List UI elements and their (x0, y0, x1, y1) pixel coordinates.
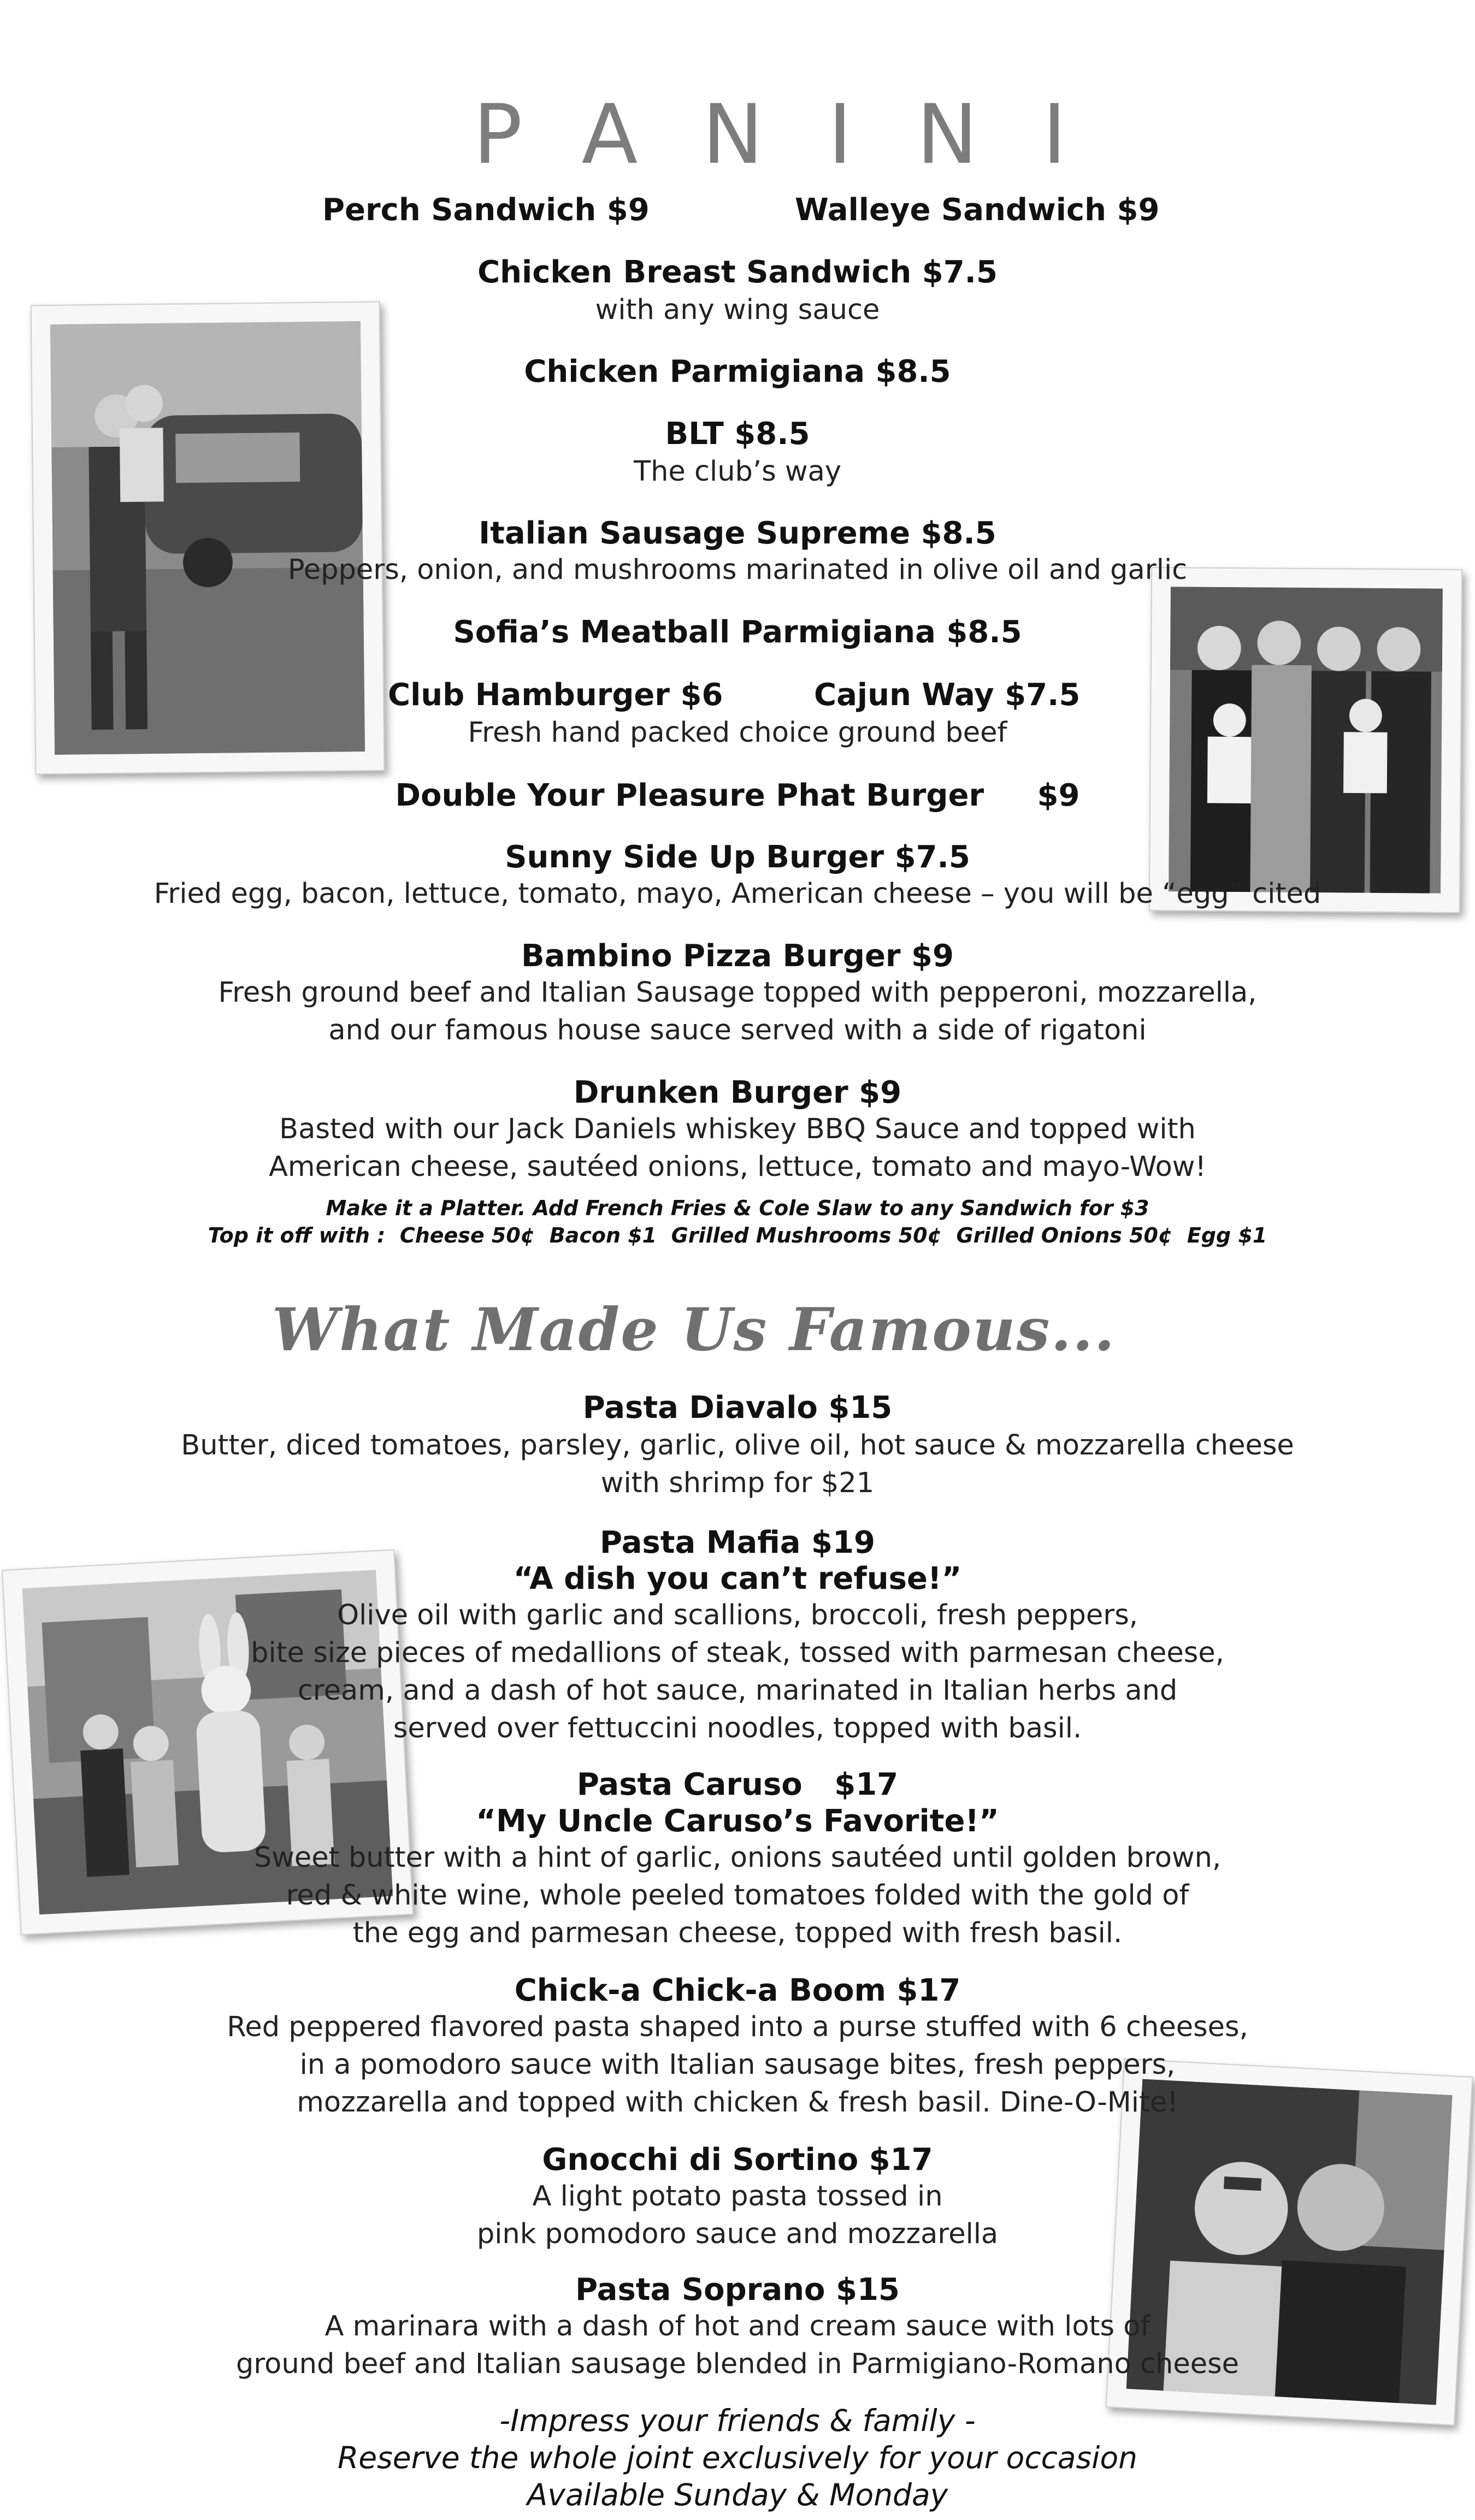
item-cajun-way: Cajun Way $7.5 (814, 677, 1081, 713)
item-mafia-desc-2: bite size pieces of medallions of steak, tossed with parmesan cheese, (251, 1637, 1224, 1669)
item-mafia-desc-4: served over fettuccini noodles, topped with basil. (393, 1712, 1082, 1744)
item-bambino-desc-1: Fresh ground beef and Italian Sausage topped with pepperoni, mozzarella, (218, 977, 1257, 1009)
section-title-panini: PANINI (473, 87, 1131, 182)
item-chicken-breast-title: Chicken Breast Sandwich $7.5 (477, 255, 998, 290)
platter-note: Make it a Platter. Add French Fries & Cole Slaw to any Sandwich for $3 (326, 1196, 1149, 1220)
footer-line-2: Reserve the whole joint exclusively for your occasion (338, 2440, 1137, 2475)
item-gnocchi-title: Gnocchi di Sortino $17 (542, 2142, 933, 2178)
item-gnocchi-desc-2: pink pomodoro sauce and mozzarella (476, 2218, 999, 2250)
footer-line-3: Available Sunday & Monday (527, 2477, 948, 2512)
item-diavalo-desc-1: Butter, diced tomatoes, parsley, garlic, olive oil, hot sauce & mozzarella cheese (181, 1429, 1294, 1462)
item-drunken-desc-1: Basted with our Jack Daniels whiskey BBQ Sauce and topped with (279, 1113, 1196, 1145)
item-drunken-title: Drunken Burger $9 (573, 1075, 902, 1110)
item-gnocchi-desc-1: A light potato pasta tossed in (532, 2180, 943, 2213)
item-mafia-desc-1: Olive oil with garlic and scallions, broccoli, fresh peppers, (337, 1599, 1138, 1631)
item-bambino-desc-2: and our famous house sauce served with a side of rigatoni (328, 1014, 1147, 1046)
item-soprano-desc-1: A marinara with a dash of hot and cream sauce with lots of (324, 2310, 1150, 2342)
item-caruso-tagline: “My Uncle Caruso’s Favorite!” (476, 1803, 999, 1839)
item-boom-title: Chick-a Chick-a Boom $17 (514, 1973, 961, 2008)
item-club-hamburger: Club Hamburger $6 (388, 677, 723, 713)
item-sunny-burger-title: Sunny Side Up Burger $7.5 (505, 839, 970, 875)
item-bambino-title: Bambino Pizza Burger $9 (521, 938, 954, 974)
item-diavalo-title: Pasta Diavalo $15 (582, 1390, 893, 1425)
item-boom-desc-1: Red peppered flavored pasta shaped into a purse stuffed with 6 cheeses, (227, 2011, 1248, 2043)
section-title-famous: What Made Us Famous... (272, 1296, 1116, 1364)
item-soprano-title: Pasta Soprano $15 (575, 2272, 900, 2308)
item-phat-burger-title: Double Your Pleasure Phat Burger $9 (395, 778, 1080, 813)
item-sunny-burger-desc: Fried egg, bacon, lettuce, tomato, mayo, American cheese – you will be “egg” cited (154, 878, 1321, 910)
item-hamburger-desc: Fresh hand packed choice ground beef (468, 717, 1007, 749)
item-caruso-desc-1: Sweet butter with a hint of garlic, onions sautéed until golden brown, (253, 1842, 1222, 1874)
toppings-note: Top it off with : Cheese 50¢ Bacon $1 Grilled Mushrooms 50¢ Grilled Onions 50¢ Egg $1 (208, 1223, 1267, 1247)
item-sausage-desc: Peppers, onion, and mushrooms marinated in olive oil and garlic (287, 554, 1188, 586)
item-mafia-title: Pasta Mafia $19 (600, 1525, 875, 1560)
item-caruso-title: Pasta Caruso $17 (576, 1767, 899, 1802)
item-drunken-desc-2: American cheese, sautéed onions, lettuce, tomato and mayo-Wow! (269, 1151, 1206, 1183)
item-perch-sandwich: Perch Sandwich $9 (322, 192, 650, 228)
item-blt-title: BLT $8.5 (665, 416, 810, 452)
item-boom-desc-2: in a pomodoro sauce with Italian sausage bites, fresh peppers, (299, 2049, 1176, 2081)
item-mafia-tagline: “A dish you can’t refuse!” (513, 1561, 962, 1596)
item-meatball-title: Sofia’s Meatball Parmigiana $8.5 (453, 614, 1022, 650)
footer-line-1: -Impress your friends & family - (499, 2403, 976, 2438)
item-caruso-desc-3: the egg and parmesan cheese, topped with fresh basil. (352, 1917, 1123, 1949)
item-sausage-title: Italian Sausage Supreme $8.5 (479, 516, 996, 551)
item-diavalo-desc-2: with shrimp for $21 (600, 1467, 875, 1499)
item-mafia-desc-3: cream, and a dash of hot sauce, marinated in Italian herbs and (297, 1675, 1178, 1707)
item-chicken-parm-title: Chicken Parmigiana $8.5 (524, 354, 951, 389)
item-walleye-sandwich: Walleye Sandwich $9 (795, 192, 1160, 228)
item-soprano-desc-2: ground beef and Italian sausage blended in Parmigiano-Romano cheese (235, 2348, 1240, 2380)
item-blt-desc: The club’s way (633, 456, 842, 488)
item-boom-desc-3: mozzarella and topped with chicken & fresh basil. Dine-O-Mite! (297, 2086, 1178, 2119)
item-chicken-breast-desc: with any wing sauce (595, 294, 880, 326)
item-caruso-desc-2: red & white wine, whole peeled tomatoes folded with the gold of (286, 1879, 1189, 1912)
